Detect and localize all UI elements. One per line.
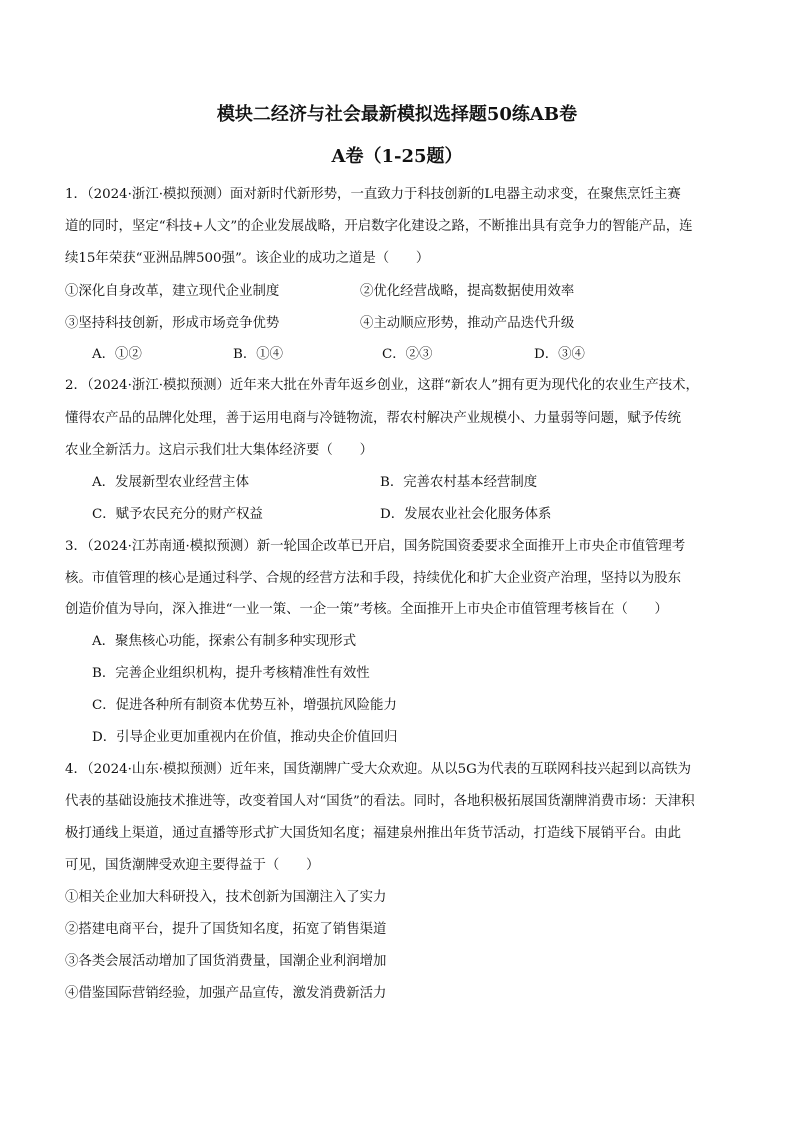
option-a: A．发展新型农业经营主体	[92, 475, 249, 490]
option-a: A．聚焦核心功能，探索公有制多种实现形式	[92, 634, 357, 649]
statement-4: ④主动顺应形势，推动产品迭代升级	[360, 316, 575, 331]
option-d: D．③④	[534, 347, 585, 362]
statement-2: ②搭建电商平台，提升了国货知名度，拓宽了销售渠道	[65, 922, 387, 937]
option-a: A．①②	[92, 347, 142, 362]
question-stem-line: 极打通线上渠道，通过直播等形式扩大国货知名度；福建泉州推出年货节活动，打造线下展销平台。由此	[65, 826, 681, 841]
question-stem-line: 创造价值为导向，深入推进“一业一策、一企一策”考核。全面推开上市央企市值管理考核旨在（ ）	[65, 602, 668, 617]
section-subtitle: A卷（1-25题）	[331, 146, 463, 167]
statement-1: ①深化自身改革，建立现代企业制度	[65, 284, 280, 299]
statement-4: ④借鉴国际营销经验，加强产品宣传，激发消费新活力	[65, 986, 387, 1001]
question-stem-line: 3．（2024·江苏南通·模拟预测）新一轮国企改革已开启，国务院国资委要求全面推开上市央企市值管理考	[65, 539, 686, 554]
question-stem-line: 代表的基础设施技术推进等，改变着国人对“国货”的看法。同时，各地积极拓展国货潮牌消费市场：天津积	[65, 794, 695, 809]
option-c: C．赋予农民充分的财产权益	[92, 507, 263, 522]
option-c: C．②③	[382, 347, 433, 362]
option-b: B．完善农村基本经营制度	[380, 475, 538, 490]
question-stem-line: 可见，国货潮牌受欢迎主要得益于（ ）	[65, 858, 320, 873]
option-c: C．促进各种所有制资本优势互补，增强抗风险能力	[92, 698, 397, 713]
statement-1: ①相关企业加大科研投入，技术创新为国潮注入了实力	[65, 890, 387, 905]
statement-2: ②优化经营战略，提高数据使用效率	[360, 284, 575, 299]
statement-3: ③坚持科技创新，形成市场竞争优势	[65, 316, 280, 331]
question-stem-line: 核。市值管理的核心是通过科学、合规的经营方法和手段，持续优化和扩大企业资产治理，坚持以为股东	[65, 571, 681, 586]
question-stem-line: 4．（2024·山东·模拟预测）近年来，国货潮牌广受大众欢迎。从以5G为代表的互联网科技兴起到以高铁为	[65, 762, 692, 777]
question-stem-line: 2．（2024·浙江·模拟预测）近年来大批在外青年返乡创业，这群“新农人”拥有更为现代化的农业生产技术，	[65, 378, 699, 393]
option-d: D．引导企业更加重视内在价值，推动央企价值回归	[92, 730, 398, 745]
question-stem-line: 懂得农产品的品牌化处理，善于运用电商与冷链物流，帮农村解决产业规模小、力量弱等问题，赋予传统	[65, 411, 681, 426]
question-stem-line: 续15年荣获“亚洲品牌500强”。该企业的成功之道是（ ）	[65, 251, 430, 266]
question-stem-line: 1．（2024·浙江·模拟预测）面对新时代新形势，一直致力于科技创新的L电器主动求变，在聚焦烹饪主赛	[65, 187, 681, 202]
option-b: B．完善企业组织机构，提升考核精准性有效性	[92, 666, 370, 681]
option-d: D．发展农业社会化服务体系	[380, 507, 552, 522]
statement-3: ③各类会展活动增加了国货消费量，国潮企业利润增加	[65, 954, 387, 969]
option-b: B．①④	[233, 347, 284, 362]
question-stem-line: 道的同时，坚定“科技+人文”的企业发展战略，开启数字化建设之路，不断推出具有竞争力的智能产品，连	[65, 219, 693, 234]
document-title: 模块二经济与社会最新模拟选择题50练AB卷	[216, 104, 578, 125]
question-stem-line: 农业全新活力。这启示我们壮大集体经济要（ ）	[65, 443, 373, 458]
